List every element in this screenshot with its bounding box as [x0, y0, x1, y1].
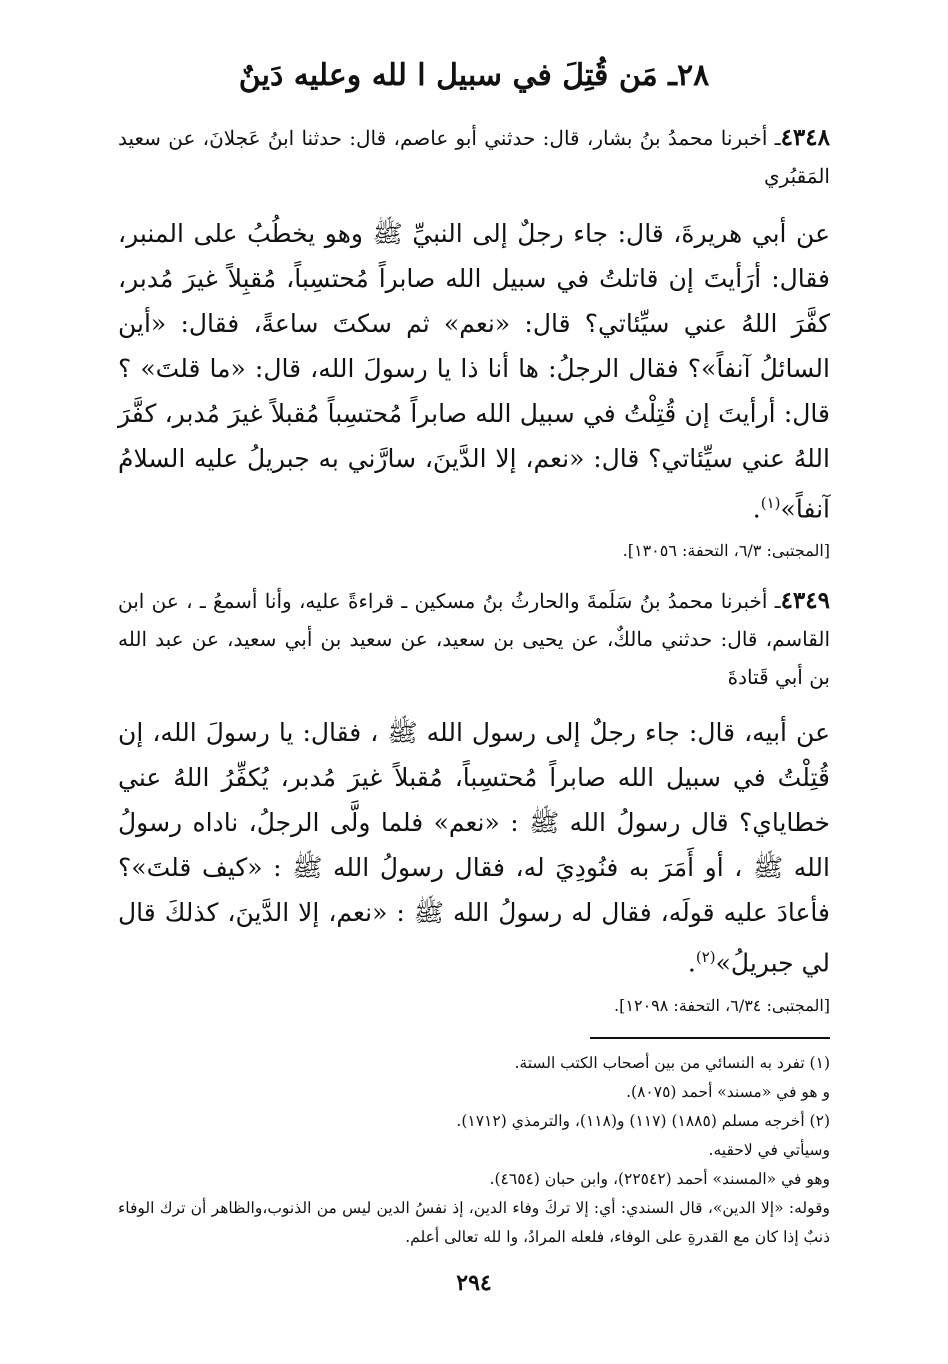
- footnote-line: (٢) أخرجه مسلم (١٨٨٥) (١١٧) و(١١٨)، والترمذي (١٧١٢).: [456, 1111, 830, 1130]
- matn-text: عن أبيه، قال: جاء رجلٌ إلى رسول الله ﷺ ، فقال: يا رسولَ الله، إن قُتِلْتُ في سبيل الله صابراً مُحتسِباً، مُقبلاً غيرَ مُدبر، يُكفِّرُ اللهُ عني خطاياي؟ قال رسولُ الله ﷺ : «نعم» فلما ولَّى الرجلُ، ناداه رسولُ الله ﷺ ، أو أَمَرَ به فنُودِيَ له، فقال رسولُ الله ﷺ : «كيف قلتَ»؟ فأعادَ عليه قولَه، فقال له رسولُ الله ﷺ : «نعم، إلا الدَّينَ، كذلكَ قال لي جبريلُ»: [118, 718, 830, 978]
- footnote-line: و هو في «مسند» أحمد (٨٠٧٥).: [626, 1082, 830, 1101]
- isnad-text: ـ أخبرنا محمدُ بنُ بشار، قال: حدثني أبو عاصم، قال: حدثنا ابنُ عَجلانَ، عن سعيد المَقبُري: [118, 126, 830, 188]
- footnote-line: وسيأتي في لاحقيه.: [708, 1140, 830, 1159]
- footnote-separator: [590, 1037, 830, 1039]
- hadith-isnad: [118, 119, 830, 195]
- hadith-reference: [المجتبى: ٦/٣٤، التحفة: ١٢٠٩٨].: [614, 995, 830, 1015]
- footnotes: [118, 1049, 830, 1252]
- footnote-line: وهو في «المسند» أحمد (٢٢٥٤٢)، وابن حبان (٤٦٥٤).: [489, 1169, 830, 1188]
- footnote-line: (١) تفرد به النسائي من بين أصحاب الكتب الستة.: [514, 1053, 830, 1072]
- footnote-marker[interactable]: (٢): [695, 948, 716, 967]
- hadith-number: ٤٣٤٩: [780, 587, 830, 615]
- footnote-line: وقوله: «إلا الدين»، قال السندي: أي: إلا تركَ وفاء الدين، إذ نفسُ الدين ليس من الذنوب،والظاهر أن ترك الوفاء ذنبٌ إذا كان مع القدرةِ على الوفاء، فلعله المرادُ، وا لله تعالى أعلم.: [118, 1198, 830, 1246]
- hadith-matn: [118, 710, 830, 985]
- hadith-matn: [118, 211, 830, 531]
- hadith-reference: [المجتبى: ٦/٣، التحفة: ١٣٠٥٦].: [622, 541, 830, 561]
- hadith-4348: [118, 119, 830, 560]
- matn-text: عن أبي هريرةَ، قال: جاء رجلٌ إلى النبيِّ ﷺ وهو يخطُبُ على المنبر، فقال: أرَأيتَ إن قاتلتُ في سبيل الله صابراً مُحتسِباً، مُقبِلاً غيرَ مُدبر، كفَّرَ اللهُ عني سيِّئاتي؟ قال: «نعم» ثم سكتَ ساعةً، فقال: «أين السائلُ آنفاً»؟ فقال الرجلُ: ها أنا ذا يا رسولَ الله، قال: «ما قلتَ» ؟ قال: أرأيتَ إن قُتِلْتُ في سبيل الله صابراً مُحتسِباً مُقبلاً غيرَ مُدبر، كفَّرَ اللهُ عني سيِّئاتي؟ قال: «نعم، إلا الدَّينَ، سارَّني به جبريلُ عليه السلامُ آنفاً»: [118, 219, 830, 524]
- footnote-marker[interactable]: (١): [760, 494, 781, 512]
- page-number: ٢٩٤: [456, 1270, 492, 1296]
- isnad-text: ـ أخبرنا محمدُ بنُ سَلَمةَ والحارثُ بنُ مسكين ـ قراءةً عليه، وأنا أسمعُ ـ ، عن ابن القاسم، قال: حدثني مالكٌ، عن يحيى بن سعيد، عن سعيد بن أبي سعيد، عن عبد الله بن أبي قَتادةَ: [118, 589, 830, 690]
- chapter-title: ٢٨ـ مَن قُتِلَ في سبيل ا لله وعليه دَينٌ: [238, 58, 710, 93]
- matn-end: .: [687, 948, 696, 978]
- matn-end: .: [752, 494, 761, 524]
- hadith-number: ٤٣٤٨: [780, 124, 830, 151]
- hadith-4349: [118, 582, 830, 1014]
- hadith-isnad: [118, 582, 830, 696]
